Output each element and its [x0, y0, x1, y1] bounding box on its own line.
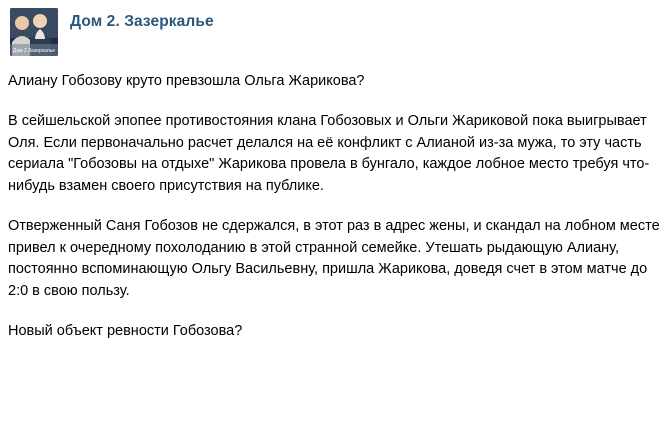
post-body	[0, 52, 670, 343]
avatar[interactable]	[10, 8, 58, 56]
post-lead: Алиану Гобозову круто превзошла Ольга Жарикова?	[8, 73, 365, 89]
post-header	[0, 0, 670, 52]
avatar-image	[10, 8, 58, 56]
post-author-name[interactable]: Дом 2. Зазеркалье	[70, 13, 214, 30]
post-paragraph-3: Новый объект ревности Гобозова?	[8, 323, 243, 339]
svg-text:Дом 2 Зазеркалье: Дом 2 Зазеркалье	[12, 48, 56, 54]
post-paragraph-1: В сейшельской эпопее противостояния клана Гобозовых и Ольги Жариковой пока выигрывает Оля. Если первоначально расчет делался на её конфликт с Алианой из-за мужа, то эту часть сериала "Гобозовы на отдыхе" Жарикова провела в бунгало, каждое лобное место требуя что-нибудь взамен своего присутствия на публике.	[8, 113, 650, 194]
post-paragraph-2: Отверженный Саня Гобозов не сдержался, в этот раз в адрес жены, и скандал на лобном месте привел к очередному похолоданию в этой странной семейке. Утешать рыдающую Алиану, постоянно вспоминающую Ольгу Васильевну, пришла Жарикова, доведя счет в этом матче до 2:0 в свою пользу.	[8, 218, 660, 299]
